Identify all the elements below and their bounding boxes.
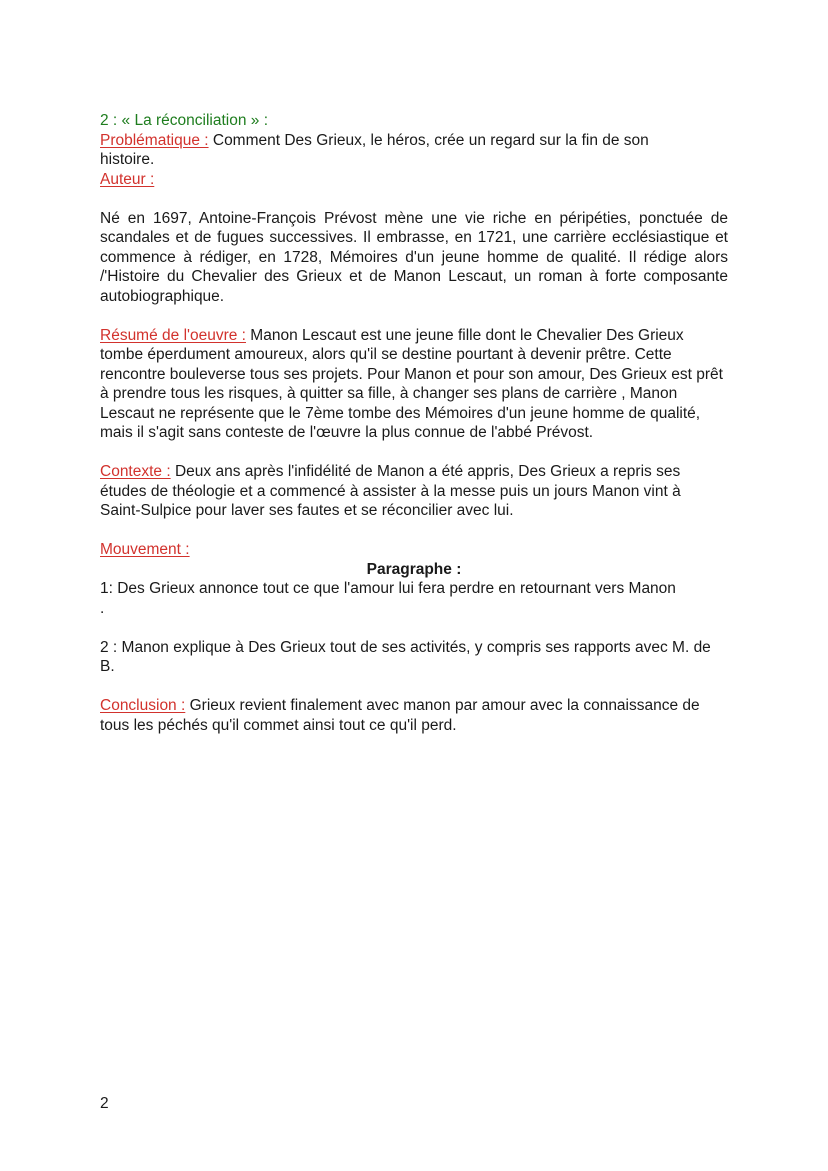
spacer xyxy=(100,618,728,638)
auteur-heading xyxy=(100,170,728,190)
page-number: 2 xyxy=(100,1095,109,1112)
contexte-label: Contexte : xyxy=(100,463,171,480)
auteur-text: Né en 1697, Antoine-François Prévost mène une vie riche en péripéties, ponctuée de scandales et de fugues successives. Il embrasse, en 1721, une carrière ecclésiastique et commence à rédiger, en 1728, Mémoires d'un jeune homme de qualité. Il rédige alors /'Histoire du Chevalier des Grieux et de Manon Lescaut, un roman à forte composante autobiographique. xyxy=(100,209,728,305)
paragraphe-heading: Paragraphe : xyxy=(366,560,462,578)
resume-label: Résumé de l'oeuvre : xyxy=(100,326,246,344)
mouvement-item-2: 2 : Manon explique à Des Grieux tout de ses activités, y compris ses rapports avec M. de B. xyxy=(100,638,711,675)
spacer xyxy=(100,521,728,541)
spacer xyxy=(100,443,728,463)
contexte-text: Deux ans après l'infidélité de Manon a été appris, Des Grieux a repris ses études de théologie et a commencé à assister à la messe puis un jours Manon vint à Saint-Sulpice pour laver ses fautes et se réconcilier avec lui. xyxy=(100,463,681,519)
mouvement-label: Mouvement : xyxy=(100,541,190,558)
conclusion-label: Conclusion : xyxy=(100,697,186,714)
problematique-label: Problématique : xyxy=(100,131,209,149)
section-title: 2 : « La réconciliation » : xyxy=(100,112,269,129)
problematique-paragraph xyxy=(100,131,700,170)
spacer xyxy=(100,677,728,697)
resume-paragraph xyxy=(100,326,725,443)
mouvement-heading xyxy=(100,540,728,560)
conclusion-paragraph xyxy=(100,696,730,735)
auteur-label: Auteur : xyxy=(100,170,155,188)
resume-text: Manon Lescaut est une jeune fille dont le Chevalier Des Grieux tombe éperdument amoureux, alors qu'il se destine pourtant à devenir prêtre. Cette rencontre bouleverse tous ses projets. Pour Manon et pour son amour, Des Grieux est prêt à prendre tous les risques, à quitter sa fille, à changer ses plans de carrière , Manon Lescaut ne représente que le 7ème tombe des Mémoires d'un jeune homme de qualité, mais il s'agit sans conteste de l'œuvre la plus connue de l'abbé Prévost. xyxy=(100,326,723,441)
conclusion-text: Grieux revient finalement avec manon par amour avec la connaissance de tous les péchés qu'il commet ainsi tout ce qu'il perd. xyxy=(100,697,700,734)
spacer xyxy=(100,189,728,209)
contexte-paragraph xyxy=(100,462,715,521)
spacer xyxy=(100,306,728,326)
document-page xyxy=(100,111,728,735)
mouvement-item-1: 1: Des Grieux annonce tout ce que l'amour lui fera perdre en retournant vers Manon . xyxy=(100,580,676,617)
problematique-text: Comment Des Grieux, le héros, crée un regard sur la fin de son histoire. xyxy=(100,131,649,168)
